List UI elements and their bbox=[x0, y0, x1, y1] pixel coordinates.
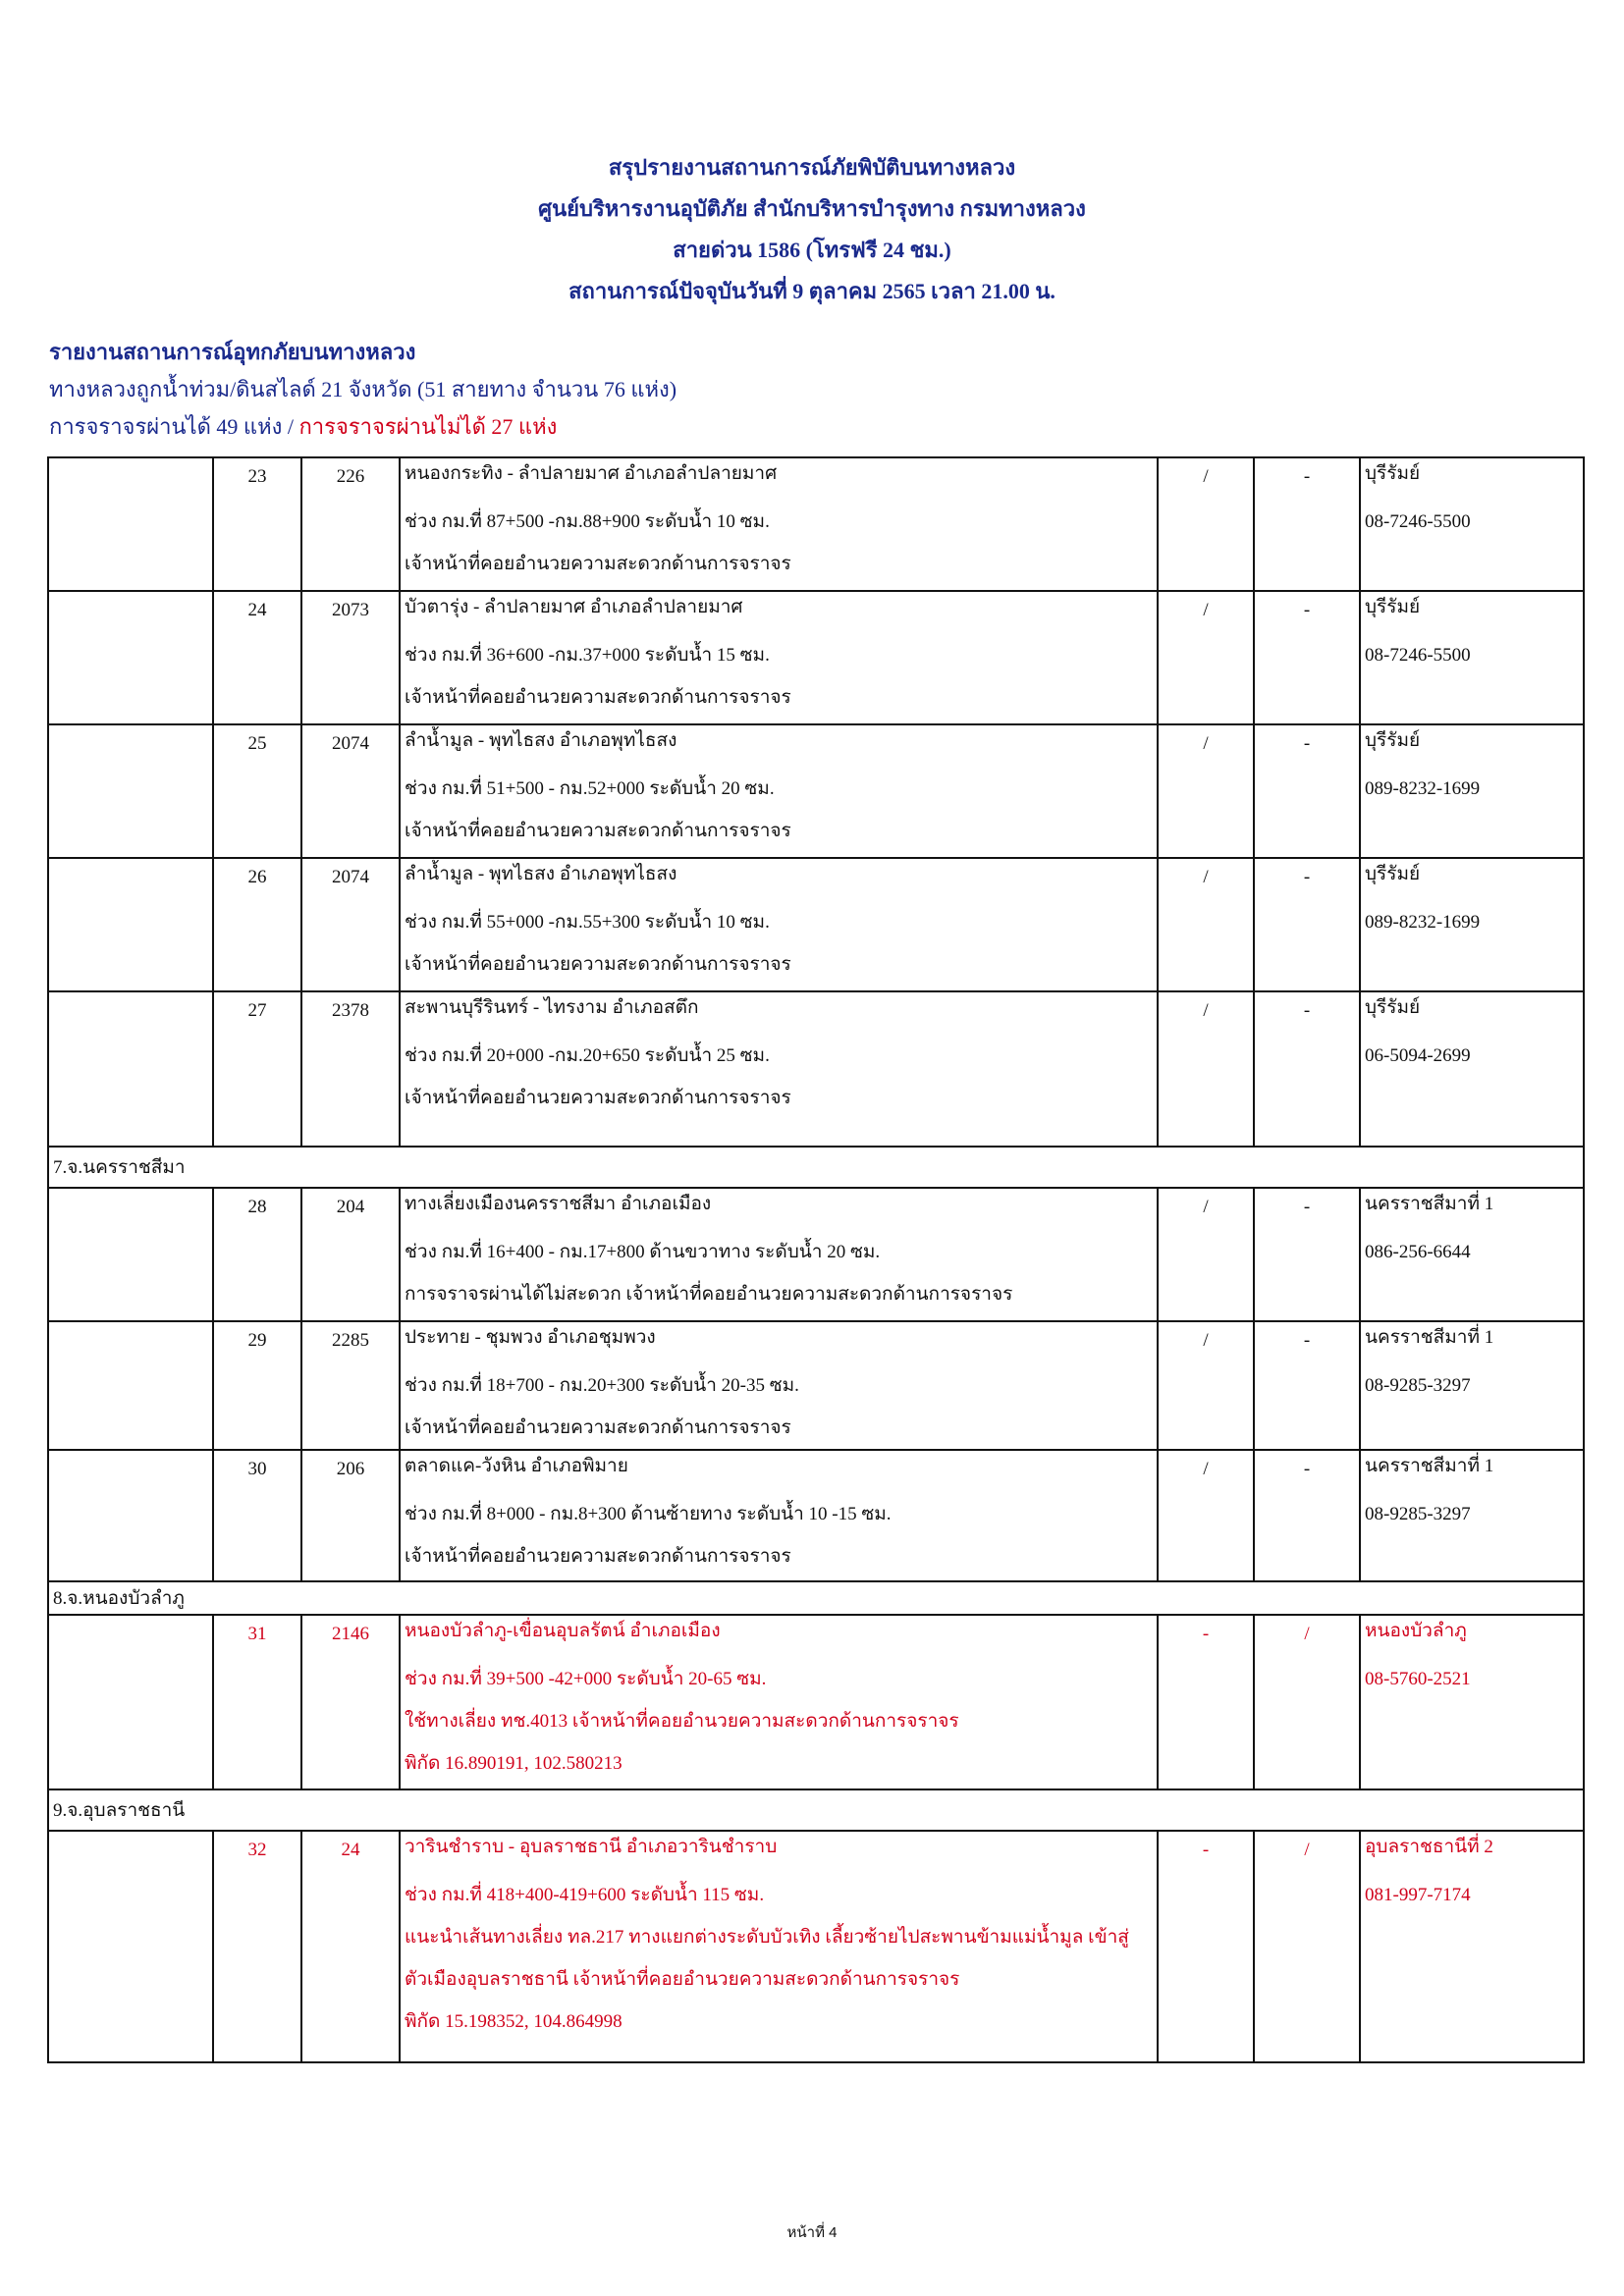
table-row bbox=[48, 724, 1584, 858]
passable-mark: / bbox=[1158, 1188, 1254, 1321]
office-name: นครราชสีมาที่ 1 bbox=[1365, 1456, 1494, 1476]
table-row bbox=[48, 1615, 1584, 1789]
impassable-mark: - bbox=[1254, 858, 1360, 991]
blank-cell bbox=[48, 591, 213, 724]
description-line: ทางเลี่ยงเมืองนครราชสีมา อำเภอเมือง bbox=[405, 1194, 712, 1214]
office-name: อุบลราชธานีที่ 2 bbox=[1365, 1837, 1493, 1857]
phone-number: 089-8232-1699 bbox=[1365, 912, 1481, 933]
phone-number: 089-8232-1699 bbox=[1365, 778, 1481, 799]
passable-mark: / bbox=[1158, 591, 1254, 724]
table-row bbox=[48, 591, 1584, 724]
incident-description bbox=[400, 457, 1158, 591]
table-row bbox=[48, 457, 1584, 591]
impassable-mark: - bbox=[1254, 991, 1360, 1147]
province-header-row bbox=[48, 1147, 1584, 1188]
description-line: ช่วง กม.ที่ 55+000 -กม.55+300 ระดับน้ำ 10 ซม. bbox=[405, 912, 770, 933]
route-number: 2073 bbox=[301, 591, 400, 724]
incident-description bbox=[400, 1615, 1158, 1789]
impassable-mark: - bbox=[1254, 1450, 1360, 1581]
incident-description bbox=[400, 991, 1158, 1147]
traffic-status-line bbox=[49, 408, 677, 446]
passable-mark: - bbox=[1158, 1615, 1254, 1789]
route-number: 2378 bbox=[301, 991, 400, 1147]
description-line: พิกัด 16.890191, 102.580213 bbox=[405, 1753, 623, 1774]
description-line: เจ้าหน้าที่คอยอำนวยความสะดวกด้านการจราจร bbox=[405, 1417, 791, 1438]
blank-cell bbox=[48, 1615, 213, 1789]
description-line: ช่วง กม.ที่ 20+000 -กม.20+650 ระดับน้ำ 25 ซม. bbox=[405, 1045, 770, 1066]
report-subtitle: รายงานสถานการณ์อุทกภัยบนทางหลวง bbox=[49, 340, 416, 364]
report-intro bbox=[49, 334, 677, 446]
header-hotline: สายด่วน 1586 (โทรฟรี 24 ชม.) bbox=[673, 238, 951, 262]
office-name: หนองบัวลำภู bbox=[1365, 1621, 1467, 1641]
blank-cell bbox=[48, 1831, 213, 2062]
impassable-mark: / bbox=[1254, 1831, 1360, 2062]
route-number: 2285 bbox=[301, 1321, 400, 1450]
table-row bbox=[48, 1450, 1584, 1581]
item-number: 26 bbox=[213, 858, 301, 991]
contact-cell bbox=[1360, 1188, 1584, 1321]
impassable-mark: / bbox=[1254, 1615, 1360, 1789]
route-number: 226 bbox=[301, 457, 400, 591]
route-number: 24 bbox=[301, 1831, 400, 2062]
item-number: 29 bbox=[213, 1321, 301, 1450]
description-line: ช่วง กม.ที่ 418+400-419+600 ระดับน้ำ 115 ซม. bbox=[405, 1885, 765, 1905]
contact-cell bbox=[1360, 1321, 1584, 1450]
description-line: แนะนำเส้นทางเลี่ยง ทล.217 ทางแยกต่างระดับบัวเทิง เลี้ยวซ้ายไปสะพานข้ามแม่น้ำมูล เข้าสู่ bbox=[405, 1927, 1129, 1948]
office-name: บุรีรัมย์ bbox=[1365, 997, 1421, 1018]
route-number: 2074 bbox=[301, 724, 400, 858]
impassable-mark: - bbox=[1254, 1188, 1360, 1321]
passable-mark: / bbox=[1158, 457, 1254, 591]
description-line: สะพานบุรีรินทร์ - ไทรงาม อำเภอสตึก bbox=[405, 997, 699, 1018]
office-name: บุรีรัมย์ bbox=[1365, 597, 1421, 617]
province-header-row bbox=[48, 1789, 1584, 1831]
phone-number: 06-5094-2699 bbox=[1365, 1045, 1471, 1066]
description-line: เจ้าหน้าที่คอยอำนวยความสะดวกด้านการจราจร bbox=[405, 821, 791, 841]
table-row bbox=[48, 858, 1584, 991]
province-name: 9.จ.อุบลราชธานี bbox=[48, 1789, 1584, 1831]
incident-table-body bbox=[48, 457, 1584, 2062]
route-number: 2146 bbox=[301, 1615, 400, 1789]
passable-mark: / bbox=[1158, 1321, 1254, 1450]
incident-description bbox=[400, 1321, 1158, 1450]
incident-description bbox=[400, 1188, 1158, 1321]
incident-table bbox=[47, 456, 1585, 2063]
route-number: 204 bbox=[301, 1188, 400, 1321]
item-number: 25 bbox=[213, 724, 301, 858]
item-number: 27 bbox=[213, 991, 301, 1147]
route-number: 206 bbox=[301, 1450, 400, 1581]
description-line: วารินชำราบ - อุบลราชธานี อำเภอวารินชำราบ bbox=[405, 1837, 778, 1857]
impassable-count: การจราจรผ่านไม่ได้ 27 แห่ง bbox=[298, 414, 558, 439]
contact-cell bbox=[1360, 858, 1584, 991]
description-line: เจ้าหน้าที่คอยอำนวยความสะดวกด้านการจราจร bbox=[405, 554, 791, 574]
header-agency: ศูนย์บริหารงานอุบัติภัย สำนักบริหารบำรุงทาง กรมทางหลวง bbox=[538, 196, 1086, 221]
impassable-mark: - bbox=[1254, 591, 1360, 724]
description-line: ตัวเมืองอุบลราชธานี เจ้าหน้าที่คอยอำนวยความสะดวกด้านการจราจร bbox=[405, 1969, 960, 1990]
header-timestamp: สถานการณ์ปัจจุบันวันที่ 9 ตุลาคม 2565 เวลา 21.00 น. bbox=[568, 279, 1056, 303]
passable-mark: - bbox=[1158, 1831, 1254, 2062]
office-name: บุรีรัมย์ bbox=[1365, 730, 1421, 751]
description-line: ช่วง กม.ที่ 18+700 - กม.20+300 ระดับน้ำ 20-35 ซม. bbox=[405, 1375, 799, 1396]
report-header bbox=[0, 147, 1624, 312]
description-line: หนองกระทิง - ลำปลายมาศ อำเภอลำปลายมาศ bbox=[405, 463, 778, 484]
item-number: 31 bbox=[213, 1615, 301, 1789]
description-line: ประทาย - ชุมพวง อำเภอชุมพวง bbox=[405, 1327, 656, 1348]
blank-cell bbox=[48, 457, 213, 591]
phone-number: 086-256-6644 bbox=[1365, 1242, 1471, 1262]
blank-cell bbox=[48, 1450, 213, 1581]
impassable-mark: - bbox=[1254, 724, 1360, 858]
description-line: ช่วง กม.ที่ 39+500 -42+000 ระดับน้ำ 20-65 ซม. bbox=[405, 1669, 767, 1689]
table-row bbox=[48, 1321, 1584, 1450]
phone-number: 08-5760-2521 bbox=[1365, 1669, 1471, 1689]
passable-mark: / bbox=[1158, 1450, 1254, 1581]
item-number: 28 bbox=[213, 1188, 301, 1321]
passable-mark: / bbox=[1158, 991, 1254, 1147]
description-line: พิกัด 15.198352, 104.864998 bbox=[405, 2011, 623, 2032]
contact-cell bbox=[1360, 1450, 1584, 1581]
description-line: การจราจรผ่านได้ไม่สะดวก เจ้าหน้าที่คอยอำนวยความสะดวกด้านการจราจร bbox=[405, 1284, 1013, 1305]
description-line: ใช้ทางเลี่ยง ทช.4013 เจ้าหน้าที่คอยอำนวยความสะดวกด้านการจราจร bbox=[405, 1711, 959, 1732]
blank-cell bbox=[48, 1188, 213, 1321]
description-line: ลำน้ำมูล - พุทไธสง อำเภอพุทไธสง bbox=[405, 730, 677, 751]
contact-cell bbox=[1360, 591, 1584, 724]
incident-description bbox=[400, 724, 1158, 858]
province-name: 7.จ.นครราชสีมา bbox=[48, 1147, 1584, 1188]
table-row bbox=[48, 1831, 1584, 2062]
contact-cell bbox=[1360, 1831, 1584, 2062]
description-line: ช่วง กม.ที่ 51+500 - กม.52+000 ระดับน้ำ 20 ซม. bbox=[405, 778, 775, 799]
description-line: เจ้าหน้าที่คอยอำนวยความสะดวกด้านการจราจร bbox=[405, 1546, 791, 1567]
passable-mark: / bbox=[1158, 724, 1254, 858]
table-row bbox=[48, 991, 1584, 1147]
phone-number: 08-7246-5500 bbox=[1365, 645, 1471, 666]
description-line: ตลาดแค-วังหิน อำเภอพิมาย bbox=[405, 1456, 628, 1476]
incident-description bbox=[400, 1831, 1158, 2062]
incident-description bbox=[400, 1450, 1158, 1581]
item-number: 32 bbox=[213, 1831, 301, 2062]
province-name: 8.จ.หนองบัวลำภู bbox=[48, 1581, 1584, 1615]
contact-cell bbox=[1360, 991, 1584, 1147]
impassable-mark: - bbox=[1254, 457, 1360, 591]
table-row bbox=[48, 1188, 1584, 1321]
phone-number: 08-7246-5500 bbox=[1365, 511, 1471, 532]
phone-number: 081-997-7174 bbox=[1365, 1885, 1471, 1905]
office-name: บุรีรัมย์ bbox=[1365, 463, 1421, 484]
passable-count: การจราจรผ่านได้ 49 แห่ง bbox=[49, 414, 288, 439]
blank-cell bbox=[48, 991, 213, 1147]
contact-cell bbox=[1360, 457, 1584, 591]
description-line: ช่วง กม.ที่ 87+500 -กม.88+900 ระดับน้ำ 10 ซม. bbox=[405, 511, 770, 532]
description-line: ช่วง กม.ที่ 8+000 - กม.8+300 ด้านซ้ายทาง ระดับน้ำ 10 -15 ซม. bbox=[405, 1504, 892, 1524]
passable-mark: / bbox=[1158, 858, 1254, 991]
blank-cell bbox=[48, 724, 213, 858]
office-name: บุรีรัมย์ bbox=[1365, 864, 1421, 884]
office-name: นครราชสีมาที่ 1 bbox=[1365, 1194, 1494, 1214]
blank-cell bbox=[48, 1321, 213, 1450]
phone-number: 08-9285-3297 bbox=[1365, 1504, 1471, 1524]
header-title: สรุปรายงานสถานการณ์ภัยพิบัติบนทางหลวง bbox=[608, 155, 1016, 180]
item-number: 24 bbox=[213, 591, 301, 724]
impassable-mark: - bbox=[1254, 1321, 1360, 1450]
description-line: ช่วง กม.ที่ 36+600 -กม.37+000 ระดับน้ำ 15 ซม. bbox=[405, 645, 770, 666]
office-name: นครราชสีมาที่ 1 bbox=[1365, 1327, 1494, 1348]
province-header-row bbox=[48, 1581, 1584, 1615]
contact-cell bbox=[1360, 1615, 1584, 1789]
description-line: ช่วง กม.ที่ 16+400 - กม.17+800 ด้านขวาทาง ระดับน้ำ 20 ซม. bbox=[405, 1242, 881, 1262]
report-summary: ทางหลวงถูกน้ำท่วม/ดินสไลด์ 21 จังหวัด (51 สายทาง จำนวน 76 แห่ง) bbox=[49, 377, 677, 401]
incident-description bbox=[400, 591, 1158, 724]
item-number: 23 bbox=[213, 457, 301, 591]
description-line: ลำน้ำมูล - พุทไธสง อำเภอพุทไธสง bbox=[405, 864, 677, 884]
contact-cell bbox=[1360, 724, 1584, 858]
description-line: เจ้าหน้าที่คอยอำนวยความสะดวกด้านการจราจร bbox=[405, 954, 791, 975]
description-line: บัวตารุ่ง - ลำปลายมาศ อำเภอลำปลายมาศ bbox=[405, 597, 743, 617]
description-line: เจ้าหน้าที่คอยอำนวยความสะดวกด้านการจราจร bbox=[405, 1088, 791, 1108]
phone-number: 08-9285-3297 bbox=[1365, 1375, 1471, 1396]
description-line: เจ้าหน้าที่คอยอำนวยความสะดวกด้านการจราจร bbox=[405, 687, 791, 708]
blank-cell bbox=[48, 858, 213, 991]
status-separator: / bbox=[287, 414, 299, 439]
page-number: หน้าที่ 4 bbox=[786, 2224, 838, 2241]
incident-description bbox=[400, 858, 1158, 991]
route-number: 2074 bbox=[301, 858, 400, 991]
description-line: หนองบัวลำภู-เขื่อนอุบลรัตน์ อำเภอเมือง bbox=[405, 1621, 721, 1641]
item-number: 30 bbox=[213, 1450, 301, 1581]
